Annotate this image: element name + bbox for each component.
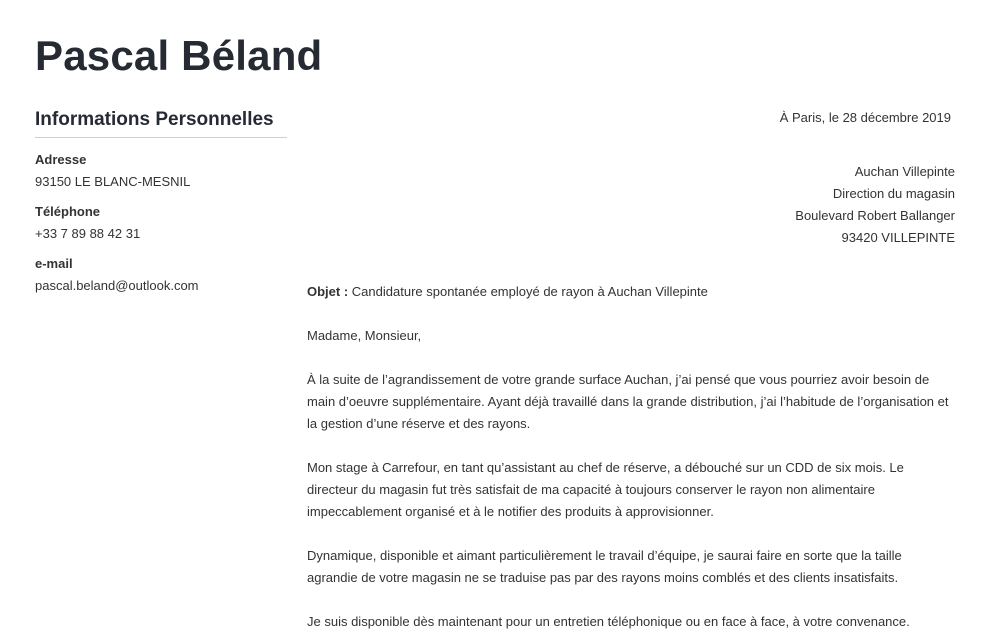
letter-paragraph: Mon stage à Carrefour, en tant qu’assistant au chef de réserve, a débouché sur un CDD de six mois. Le directeur du magasin fut très satisfait de ma capacité à toujours conserver le rayon non alimentaire impeccablement organisé et à le notifier des produits à approvisionner. bbox=[307, 460, 904, 519]
phone-label: Téléphone bbox=[35, 204, 101, 219]
recipient-line: 93420 VILLEPINTE bbox=[841, 230, 955, 245]
phone-value: +33 7 89 88 42 31 bbox=[35, 226, 141, 241]
applicant-name: Pascal Béland bbox=[35, 32, 323, 79]
subject-label: Objet : bbox=[307, 284, 349, 299]
cover-letter bbox=[307, 107, 955, 633]
letter-paragraph: Je suis disponible dès maintenant pour un entretien téléphonique ou en face à face, à votre convenance. bbox=[307, 614, 910, 629]
address-value: 93150 LE BLANC-MESNIL bbox=[35, 174, 191, 189]
personal-info-section bbox=[35, 108, 287, 295]
letter-paragraph: Dynamique, disponible et aimant particulièrement le travail d’équipe, je saurai faire en sorte que la taille agrandie de votre magasin ne se traduise pas par des rayons moins comblés et des clients insatisfaits. bbox=[307, 548, 902, 585]
recipient-line: Boulevard Robert Ballanger bbox=[795, 208, 955, 223]
personal-info-heading: Informations Personnelles bbox=[35, 108, 287, 138]
email-value: pascal.beland@outlook.com bbox=[35, 278, 199, 293]
recipient-address bbox=[307, 161, 955, 249]
letter-subject bbox=[307, 281, 955, 303]
letter-paragraph: À la suite de l’agrandissement de votre grande surface Auchan, j’ai pensé que vous pourriez avoir besoin de main d’oeuvre supplémentaire. Ayant déjà travaillé dans la grande distribution, j’ai l’habitude de l’organisation et la gestion d’une réserve et des rayons. bbox=[307, 372, 949, 431]
recipient-line: Direction du magasin bbox=[832, 186, 955, 201]
recipient-line: Auchan Villepinte bbox=[854, 164, 955, 179]
email-label: e-mail bbox=[35, 256, 73, 271]
salutation: Madame, Monsieur, bbox=[307, 328, 422, 343]
address-label: Adresse bbox=[35, 152, 87, 167]
letter-date: À Paris, le 28 décembre 2019 bbox=[779, 110, 951, 125]
subject-text: Candidature spontanée employé de rayon à Auchan Villepinte bbox=[351, 284, 708, 299]
